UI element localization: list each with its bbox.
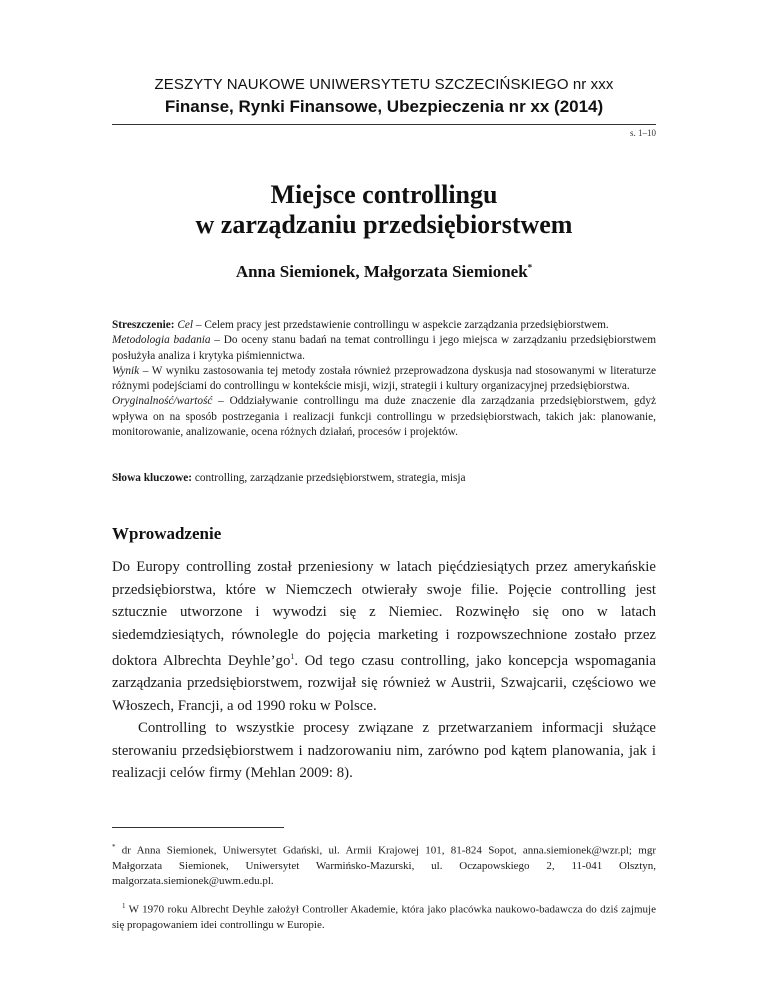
abstract-value [112,394,656,440]
footnote-author-marker: * [112,843,116,851]
article-title-line-1: Miejsce controllingu [270,180,498,209]
keywords-text: controlling, zarządzanie przedsiębiorstwem, strategia, misja [192,472,466,484]
abstract-result [112,364,656,395]
abstract-label: Streszczenie: [112,319,175,331]
footnote-author-text: dr Anna Siemionek, Uniwersytet Gdański, ul. Armii Krajowej 101, 81-824 Sopot, anna.siemionek@wzr.pl; mgr Małgorzata Siemionek, Uniwersytet Warmińsko-Mazurski, ul. Oczapowskiego 2, 11-041 Olsztyn, malgorzata.siemionek@uwm.edu.pl. [112,844,656,887]
paragraph-2: Controlling to wszystkie procesy związane z przetwarzaniem informacji służące sterowaniu przedsiębiorstwem i nadzorowaniu nim, zarówno pod kątem planowania, jak i realizacji celów firmy (Mehlan 2009: 8). [112,720,656,782]
footnote-ref-1: 1 [290,652,295,661]
header-rule [112,124,656,125]
footnote-author [112,840,656,889]
paragraph-1-end: . Od tego czasu controlling, jako koncepcja wspomagania zarządzania przedsiębiorstwem, rozwijał się również w Austrii, Szwajcarii, częściowo we Włoszech, Francji, a od 1990 roku w Polsce. [112,652,656,714]
section-heading: Wprowadzenie [112,524,222,543]
footnote-1 [112,899,656,933]
footnote-1-body [112,899,656,933]
result-text: – W wyniku zastosowania tej metody została również przeprowadzona dyskusja nad stosowanymi w literaturze różnymi podejściami do controllingu w kontekście misji, wizji, strategii i kultury organizacyjnej przedsiębiorstwa. [112,364,656,393]
aim-text: – Celem pracy jest przedstawienie controllingu w aspekcie zarządzania przedsiębiorstwem. [193,319,609,331]
abstract-method [112,333,656,364]
footnote-author-body [112,840,656,889]
article-title-line-2: w zarządzaniu przedsiębiorstwem [195,210,573,239]
journal-series: Finanse, Rynki Finansowe, Ubezpieczenia nr xx (2014) [164,97,604,116]
footnote-1-marker: 1 [122,902,126,910]
value-text: – Oddziaływanie controllingu ma duże znaczenie dla zarządzania przedsiębiorstwem, gdyż wpływa on na sposób postrzegania i realizacji funkcji controllingu w przedsiębiorstwach, takich jak: planowanie, monitorowanie, analizowanie, ocena różnych działań, procesów i projektów. [112,395,656,439]
abstract [112,318,656,440]
paragraph-1-start: Do Europy controlling został przeniesiony w latach pięćdziesiątych przez amerykańskie przedsiębiorstwa, które w Niemczech otwierały swoje filie. Pojęcie controlling jest sztucznie utworzone i wywodzi się z Niemiec. Rozwinęło się ono w latach siedemdziesiątych, równolegle do pojęcia marketing i rozpowszechnione zostało przez doktora Albrechta Deyhle’go [112,559,656,669]
journal-name: ZESZYTY NAUKOWE UNIWERSYTETU SZCZECIŃSKIEGO nr xxx [154,76,614,93]
value-label: Oryginalność/wartość [112,395,213,408]
paragraph-1 [112,556,656,717]
body-text [112,556,656,785]
aim-label: Cel [177,319,194,331]
result-label: Wynik [112,364,140,377]
method-text: – Do oceny stanu badań na temat controllingu i jego miejsca w zarządzaniu przedsiębiorstwem posłużyła analiza i krytyka piśmiennictwa. [112,334,656,362]
author-footnote-marker: * [527,262,533,273]
method-label: Metodologia badania [112,334,211,347]
page-range: s. 1–10 [629,128,656,138]
footnote-1-text: W 1970 roku Albrecht Deyhle założył Controller Akademie, która jako placówka naukowo-badawcza do dziś zajmuje się propagowaniem idei controllingu w Europie. [112,903,656,931]
footnote-rule [112,827,284,828]
abstract-aim [112,318,656,333]
keywords-label: Słowa kluczowe: [112,472,193,484]
author-names [0,262,768,282]
author-list: Anna Siemionek, Małgorzata Siemionek [235,262,528,281]
keywords [112,472,656,484]
